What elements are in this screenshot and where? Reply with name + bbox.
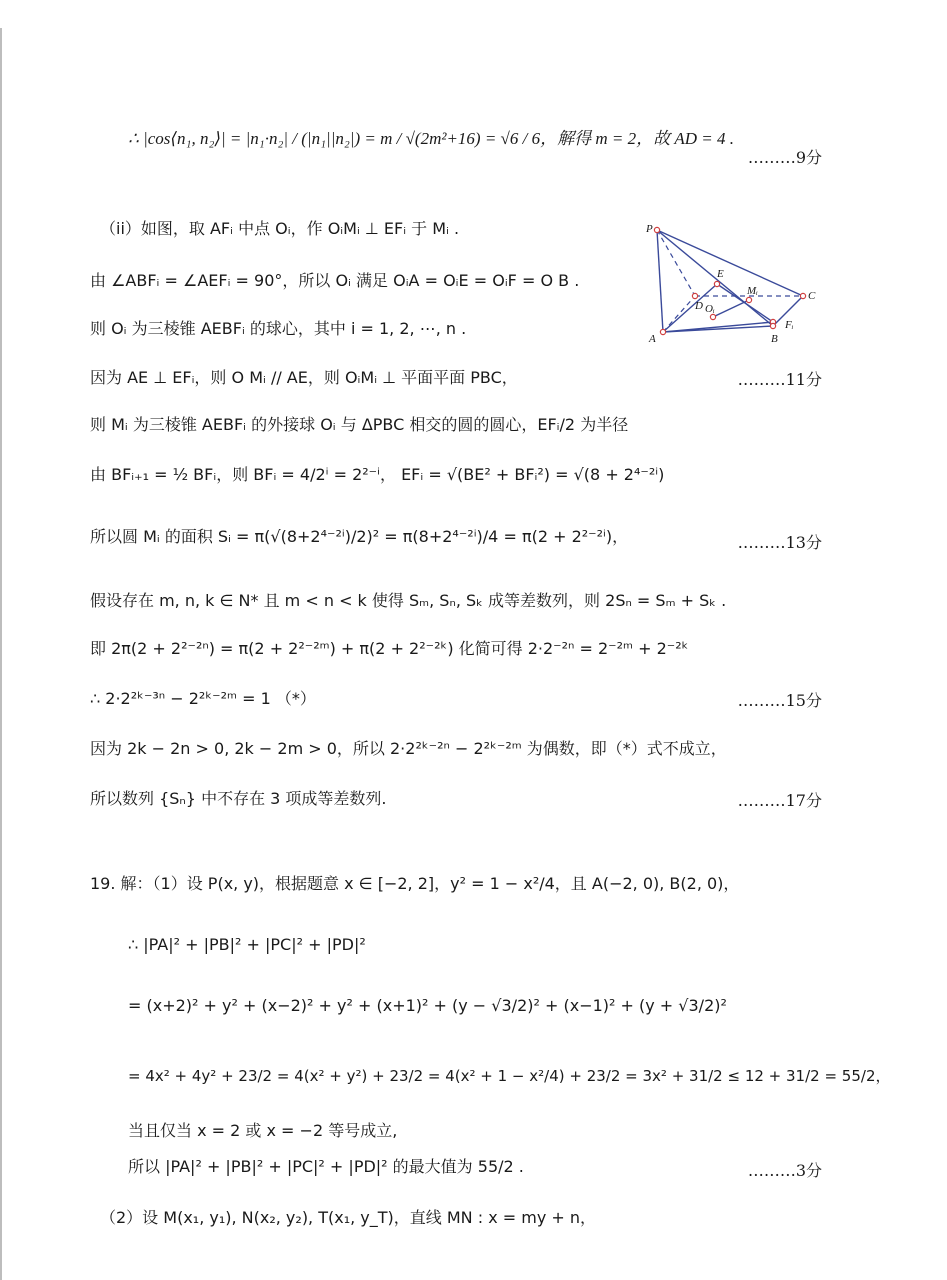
text-assume-arith: 假设存在 m, n, k ∈ N* 且 m < n < k 使得 Sₘ, Sₙ, Sₖ 成等差数列，则 2Sₙ = Sₘ + Sₖ . bbox=[90, 591, 727, 610]
text-problem-19: 19. 解：（1）设 P(x, y)，根据题意 x ∈ [−2, 2]，y² = 1 − x²/4，且 A(−2, 0), B(2, 0)， bbox=[90, 874, 740, 893]
label-o: Oᵢ bbox=[705, 303, 715, 315]
text-angle-condition: 由 ∠ABFᵢ = ∠AEFᵢ = 90°，所以 Oᵢ 满足 OᵢA = OᵢE = OᵢF = O B . bbox=[90, 271, 580, 290]
score-mark-15: ………15分 bbox=[737, 691, 822, 710]
text-equality-case: 当且仅当 x = 2 或 x = −2 等号成立, bbox=[128, 1121, 398, 1140]
edge-ad-dashed bbox=[663, 296, 695, 332]
line-ii-intro bbox=[100, 218, 459, 240]
line-cos-equation bbox=[128, 128, 734, 150]
point-o bbox=[710, 314, 715, 319]
label-c: C bbox=[808, 290, 816, 302]
point-m bbox=[746, 297, 751, 302]
label-f: Fᵢ bbox=[785, 319, 794, 331]
line-problem-19 bbox=[90, 873, 739, 895]
score-mark-17: ………17分 bbox=[737, 791, 822, 810]
label-p: P bbox=[646, 223, 653, 235]
text-bf-recursion: 由 BFᵢ₊₁ = ½ BFᵢ，则 BFᵢ = 4/2ⁱ = 2²⁻ⁱ， EFᵢ = √(BE² + BFᵢ²) = √(8 + 2⁴⁻²ⁱ) bbox=[90, 465, 665, 484]
label-a: A bbox=[649, 333, 656, 345]
point-a bbox=[660, 329, 665, 334]
text-perpendicular: 因为 AE ⊥ EFᵢ，则 O Mᵢ // AE，则 OᵢMᵢ ⊥ 平面平面 PBC， bbox=[90, 368, 518, 387]
line-bf-recursion bbox=[90, 464, 664, 486]
edge-pa bbox=[657, 230, 663, 332]
line-expansion-2 bbox=[128, 1065, 891, 1087]
label-e: E bbox=[717, 268, 724, 280]
point-d bbox=[692, 293, 697, 298]
line-max-value bbox=[128, 1156, 524, 1178]
line-part-2 bbox=[100, 1207, 596, 1229]
edge-pb bbox=[657, 230, 773, 326]
text-simplify: 即 2π(2 + 2²⁻²ⁿ) = π(2 + 2²⁻²ᵐ) + π(2 + 2²⁻²ᵏ) 化简可得 2·2⁻²ⁿ = 2⁻²ᵐ + 2⁻²ᵏ bbox=[90, 639, 689, 658]
point-p bbox=[654, 227, 659, 232]
point-b bbox=[770, 323, 775, 328]
label-d: D bbox=[695, 300, 703, 312]
text-expansion-2: = 4x² + 4y² + 23/2 = 4(x² + y²) + 23/2 = 4(x² + 1 − x²/4) + 23/2 = 3x² + 31/2 ≤ 12 + 31/2 = 55/2， bbox=[128, 1067, 891, 1085]
line-expansion-1 bbox=[128, 995, 727, 1017]
score-mark-13: ………13分 bbox=[737, 533, 822, 552]
math-cos-equation: ∴ |cos⟨n₁, n₂⟩| = |n₁·n₂| / (|n₁||n₂|) = m / √(2m²+16) = √6 / 6，解得 m = 2，故 AD = 4 . bbox=[128, 129, 734, 148]
text-star-equation: ∴ 2·2²ᵏ⁻³ⁿ − 2²ᵏ⁻²ᵐ = 1 （*） bbox=[90, 689, 316, 708]
text-conclusion: 所以数列 {Sₙ} 中不存在 3 项成等差数列. bbox=[90, 789, 387, 808]
score-mark-3: ………3分 bbox=[747, 1161, 822, 1180]
point-e bbox=[714, 281, 719, 286]
text-max-value: 所以 |PA|² + |PB|² + |PC|² + |PD|² 的最大值为 55/2 . bbox=[128, 1157, 524, 1176]
segment-om bbox=[713, 300, 749, 317]
text-circle-center: 则 Mᵢ 为三棱锥 AEBFᵢ 的外接球 Oᵢ 与 ΔPBC 相交的圆的圆心，EFᵢ/2 为半径 bbox=[90, 415, 629, 434]
text-circle-area: 所以圆 Mᵢ 的面积 Sᵢ = π(√(8+2⁴⁻²ⁱ)/2)² = π(8+2⁴⁻²ⁱ)/4 = π(2 + 2²⁻²ⁱ)， bbox=[90, 527, 629, 546]
edge-ef bbox=[717, 284, 773, 322]
page-left-edge bbox=[0, 28, 2, 1280]
line-even-contradiction bbox=[90, 738, 727, 760]
label-b: B bbox=[771, 333, 778, 345]
edge-pc bbox=[657, 230, 803, 296]
text-expansion-1: = (x+2)² + y² + (x−2)² + y² + (x+1)² + (y − √3/2)² + (x−1)² + (y + √3/2)² bbox=[128, 996, 727, 1015]
line-perpendicular bbox=[90, 367, 518, 389]
line-angle-condition bbox=[90, 270, 579, 292]
line-star-equation bbox=[90, 688, 316, 710]
text-part-2: （2）设 M(x₁, y₁), N(x₂, y₂), T(x₁, y_T)，直线 MN : x = my + n， bbox=[100, 1208, 597, 1227]
pyramid-figure bbox=[645, 222, 825, 347]
label-m: Mᵢ bbox=[747, 285, 758, 297]
line-sphere-center bbox=[90, 318, 466, 340]
line-conclusion bbox=[90, 788, 387, 810]
line-simplify bbox=[90, 638, 688, 660]
line-equality-case bbox=[128, 1120, 397, 1142]
text-even-contradiction: 因为 2k − 2n > 0, 2k − 2m > 0，所以 2·2²ᵏ⁻²ⁿ − 2²ᵏ⁻²ᵐ 为偶数，即（*）式不成立， bbox=[90, 739, 727, 758]
line-assume-arith bbox=[90, 590, 726, 612]
text-sphere-center: 则 Oᵢ 为三棱锥 AEBFᵢ 的球心，其中 i = 1, 2, ⋯, n . bbox=[90, 319, 467, 338]
line-circle-center bbox=[90, 414, 628, 436]
score-mark-11: ………11分 bbox=[737, 370, 822, 389]
line-sum-squares bbox=[128, 934, 366, 956]
line-circle-area bbox=[90, 526, 628, 548]
text-sum-squares: ∴ |PA|² + |PB|² + |PC|² + |PD|² bbox=[128, 935, 366, 954]
point-c bbox=[800, 293, 805, 298]
text-ii-intro: （ii）如图，取 AFᵢ 中点 Oᵢ，作 OᵢMᵢ ⊥ EFᵢ 于 Mᵢ . bbox=[100, 219, 460, 238]
edge-pd-dashed bbox=[657, 230, 695, 296]
score-mark-9: ………9分 bbox=[747, 148, 822, 167]
